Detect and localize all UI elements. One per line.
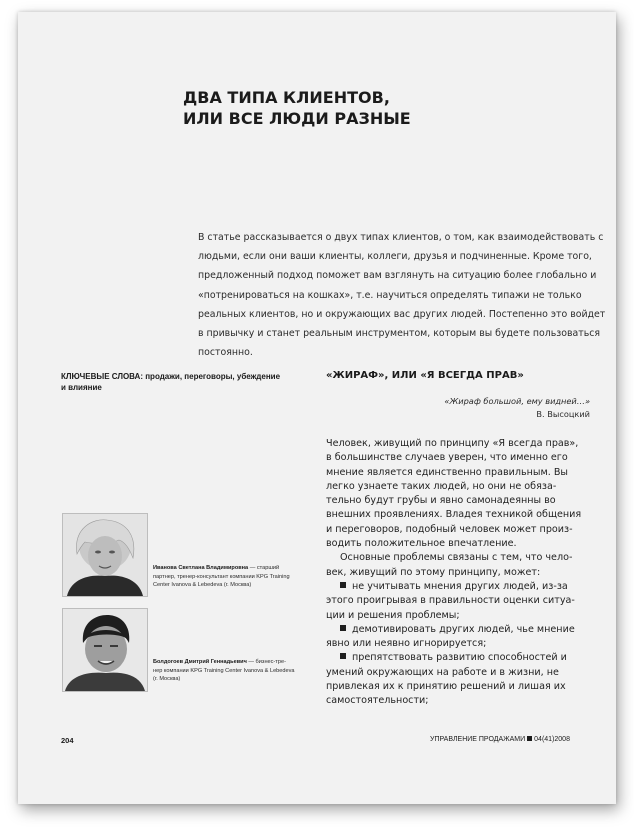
article-title	[183, 87, 483, 129]
body-line-text: Основные проблемы связаны с тем, что чело-	[340, 552, 573, 564]
body-line-text: и переговоров, подобный человек может произ-	[326, 523, 573, 535]
body-line-text: мнение является единственно правильным. Вы	[326, 466, 568, 478]
author-bio-text: (г. Москва)	[153, 676, 181, 683]
abstract-line: «потренироваться на кошках», т.е. научиться определять типажи не только	[198, 289, 582, 301]
author-bio-ivanova	[153, 564, 303, 590]
square-separator-icon	[527, 736, 532, 741]
portrait-man-image	[63, 609, 147, 691]
journal-issue: 04(41)2008	[534, 736, 570, 743]
body-line	[326, 637, 578, 651]
abstract-line: В статье рассказывается о двух типах клиентов, о том, как взаимодействовать с	[198, 232, 604, 243]
body-line-text: явно или неявно игнорируется;	[326, 638, 487, 650]
abstract-line: людьми, если они ваши клиенты, коллеги, друзья и подчиненные. Кроме того,	[198, 251, 592, 263]
square-bullet-icon	[340, 625, 346, 631]
body-line-text: умений окружающих на работе и в жизни, не	[326, 666, 559, 678]
portrait-woman-image	[63, 514, 147, 596]
body-line	[326, 680, 578, 694]
body-line-text: ции и решения проблемы;	[326, 609, 460, 621]
body-line	[326, 466, 578, 480]
body-line-text: препятствовать развитию способностей и	[352, 652, 567, 664]
keywords-line-1: КЛЮЧЕВЫЕ СЛОВА: продажи, переговоры, убеждение	[61, 372, 281, 381]
keywords	[61, 372, 286, 393]
body-line	[326, 566, 578, 580]
author-photo-ivanova	[62, 513, 148, 597]
body-line-text: привлекая их к принятию решений и лишая их	[326, 681, 566, 693]
body-line-text: не учитывать мнения других людей, из-за	[352, 580, 568, 592]
body-line-text: этого проигрывая в правильности оценки ситуа-	[326, 595, 575, 607]
author-bio-text: — бизнес-тре-	[246, 659, 286, 665]
body-line-text: век, живущий по этому принципу, может:	[326, 566, 541, 578]
article-abstract	[198, 228, 606, 362]
body-line	[326, 494, 578, 508]
author-bio-text: — старший	[248, 565, 280, 571]
bullet-list-item	[326, 623, 578, 637]
body-line-text: самостоятельности;	[326, 695, 429, 707]
title-line-1: ДВА ТИПА КЛИЕНТОВ,	[183, 88, 390, 107]
body-line-text: Человек, живущий по принципу «Я всегда прав»,	[326, 438, 579, 449]
keywords-line-2: и влияние	[61, 382, 102, 392]
abstract-line: реальных клиентов, но и окружающих вас других людей. Постепенно это войдет	[198, 308, 606, 320]
author-bio-text: партнер, тренер-консультант компании KPG Training	[153, 573, 290, 580]
body-line	[326, 551, 578, 565]
journal-name: УПРАВЛЕНИЕ ПРОДАЖАМИ	[430, 736, 526, 743]
body-line	[326, 666, 578, 680]
author-name: Болдогоев Дмитрий Геннадьевич	[153, 659, 247, 665]
title-line-2: ИЛИ ВСЕ ЛЮДИ РАЗНЫЕ	[183, 109, 411, 128]
body-line-text: тельно будут грубы и явно самонадеянны во	[326, 495, 556, 507]
epigraph-author: В. Высоцкий	[536, 408, 590, 419]
square-bullet-icon	[340, 653, 346, 659]
body-line	[326, 523, 578, 537]
author-photo-boldogoev	[62, 608, 148, 692]
section-title: «ЖИРАФ», ИЛИ «Я ВСЕГДА ПРАВ»	[326, 370, 524, 381]
body-line	[326, 594, 578, 608]
body-text	[326, 437, 582, 709]
bullet-list-item	[326, 580, 578, 594]
body-line-text: водить положительное впечатление.	[326, 538, 517, 550]
epigraph	[350, 395, 590, 420]
author-bio-boldogoev	[153, 658, 303, 684]
body-line	[326, 451, 578, 465]
epigraph-quote: «Жираф большой, ему видней…»	[444, 396, 590, 406]
body-line	[326, 480, 578, 494]
square-bullet-icon	[340, 582, 346, 588]
body-line-text: в большинстве случаев уверен, что именно его	[326, 452, 568, 464]
abstract-line: в привычку и станет реальным инструментом, которым вы будете пользоваться	[198, 327, 601, 339]
body-line	[326, 694, 578, 708]
body-line	[326, 537, 578, 551]
page-number: 204	[61, 736, 74, 745]
body-line	[326, 508, 582, 522]
bullet-list-item	[326, 651, 578, 665]
journal-footer	[430, 736, 570, 743]
author-bio-text: Center Ivanova & Lebedeva (г. Москва)	[153, 582, 252, 589]
body-line-text: внешних проявлениях. Владея техникой общения	[326, 509, 582, 521]
body-line	[326, 437, 578, 451]
body-line	[326, 609, 578, 623]
abstract-line: предложенный подход поможет вам взглянуть на ситуацию более глобально и	[198, 270, 597, 282]
body-line-text: легко узнаете таких людей, но они не обяза-	[326, 480, 557, 492]
author-bio-text: нер компании KPG Training Center Ivanova & Lebedeva	[153, 667, 295, 674]
author-name: Иванова Светлана Владимировна	[153, 565, 249, 571]
body-line-text: демотивировать других людей, чье мнение	[352, 623, 575, 635]
abstract-line: постоянно.	[198, 347, 253, 359]
